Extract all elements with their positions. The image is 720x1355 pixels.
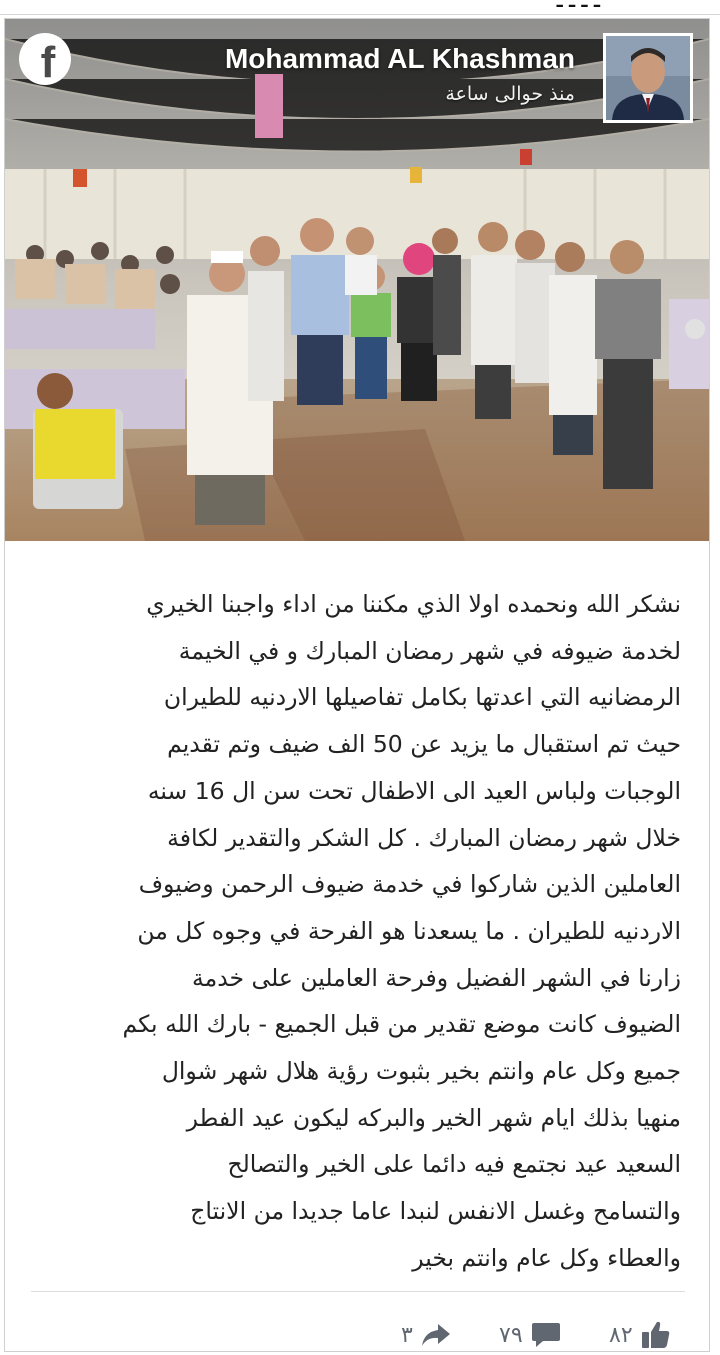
like-count: ٨٢: [609, 1322, 633, 1348]
actions-divider: [31, 1291, 685, 1292]
share-arrow-icon: [421, 1322, 451, 1348]
post-text-line: والعطاء وكل عام وانتم بخير: [412, 1243, 681, 1272]
thumbs-up-icon: [641, 1320, 671, 1350]
share-count: ٣: [401, 1322, 413, 1348]
post-text-line: الضيوف كانت موضع تقدير من قبل الجميع - بارك الله بكم: [122, 1010, 681, 1039]
top-cut-text: ـ ـ ـ ـ: [556, 0, 600, 12]
like-button[interactable]: [609, 1315, 671, 1355]
post-timestamp: منذ حوالى ساعة: [445, 83, 575, 105]
post-text-line: لخدمة ضيوفه في شهر رمضان المبارك و في الخيمة: [178, 636, 681, 665]
post-text-line: منهيا بذلك ايام شهر الخير والبركه ليكون عيد الفطر: [186, 1103, 681, 1132]
post-text-line: الاردنيه للطيران . ما يسعدنا هو الفرحة في وجوه كل من: [137, 916, 681, 945]
post-text-line: زارنا في الشهر الفضيل وفرحة العاملين على خدمة: [192, 963, 681, 992]
post-text-line: الوجبات ولباس العيد الى الاطفال تحت سن ال 16 سنه: [147, 776, 681, 805]
post-photo[interactable]: [5, 19, 709, 541]
facebook-logo-icon: f: [19, 33, 71, 85]
post-actions-bar: [5, 1315, 709, 1355]
post-text-line: والتسامح وغسل الانفس لنبدا عاما جديدا من الانتاج: [190, 1197, 681, 1226]
post-text-line: جميع وكل عام وانتم بخير بثبوت رؤية هلال شهر شوال: [161, 1057, 681, 1086]
share-button[interactable]: [401, 1315, 451, 1355]
post-text-line: حيث تم استقبال ما يزيد عن 50 الف ضيف وتم تقديم: [167, 730, 681, 759]
post-card: [4, 18, 710, 1352]
avatar-portrait: [606, 36, 690, 120]
post-text-line: العاملين الذين شاركوا في خدمة ضيوف الرحمن وضيوف: [138, 870, 681, 899]
post-text-line: السعيد عيد نجتمع فيه دائما على الخير والتصالح: [227, 1150, 681, 1179]
author-avatar[interactable]: [603, 33, 693, 123]
post-text-line: خلال شهر رمضان المبارك . كل الشكر والتقدير لكافة: [167, 823, 681, 852]
comment-count: ٧٩: [499, 1322, 523, 1348]
post-text-line: الرمضانيه التي اعدتها بكامل تفاصيلها الاردنيه للطيران: [163, 683, 681, 712]
author-name[interactable]: Mohammad AL Khashman: [224, 43, 575, 74]
post-text-line: نشكر الله ونحمده اولا الذي مكننا من اداء واجبنا الخيري: [146, 590, 681, 618]
comment-button[interactable]: [499, 1315, 561, 1355]
post-body-text: [41, 581, 681, 1282]
top-cut-strip: [0, 0, 720, 15]
comment-icon: [531, 1321, 561, 1349]
